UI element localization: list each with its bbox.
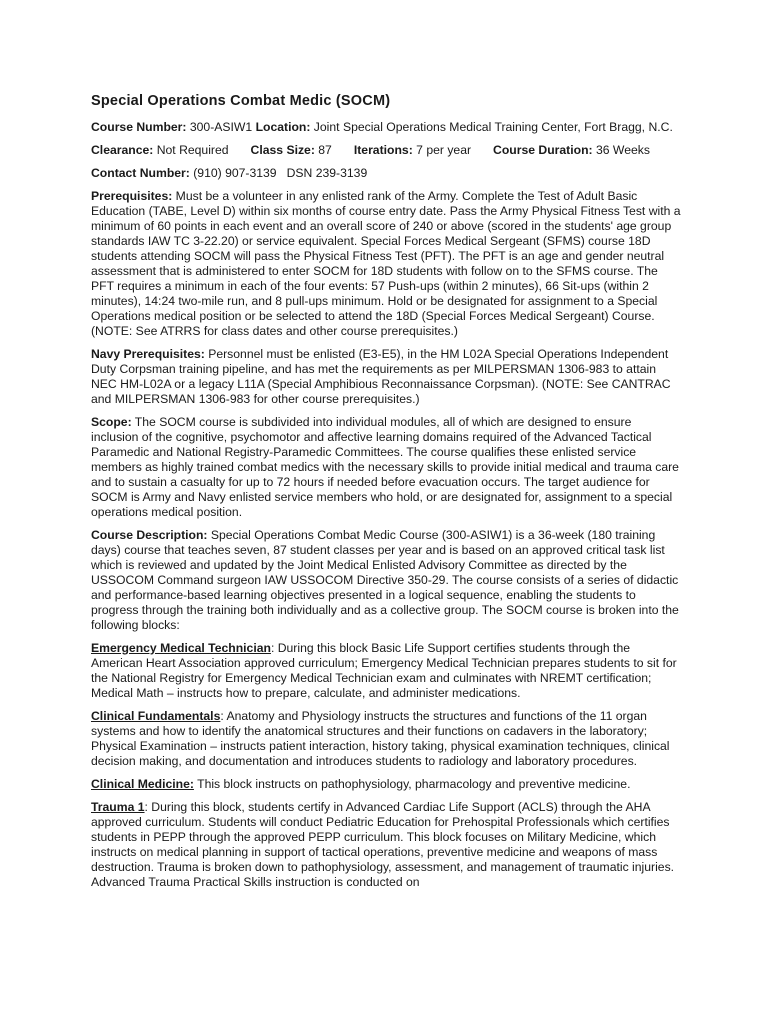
location-value: Joint Special Operations Medical Training Center, Fort Bragg, N.C. bbox=[310, 120, 673, 134]
clinical-medicine-label: Clinical Medicine: bbox=[91, 777, 194, 791]
iterations-value: 7 per year bbox=[412, 143, 472, 157]
navy-prerequisites-label: Navy Prerequisites: bbox=[91, 347, 205, 361]
trauma-1-paragraph bbox=[91, 800, 681, 890]
dsn-value: DSN 239-3139 bbox=[286, 166, 368, 180]
clinical-fundamentals-label: Clinical Fundamentals bbox=[91, 709, 221, 723]
navy-prerequisites-paragraph bbox=[91, 347, 681, 407]
course-number-value: 300-ASIW1 bbox=[186, 120, 256, 134]
clinical-fundamentals-text: : Anatomy and Physiology instructs the structures and functions of the 11 organ systems and how to identify the anatomical structures and their functions on cadavers in the laboratory; Physical Examination – instructs patient interaction, history taking, physical examination techniques, clinical decision making, and documentation and introduces students to radiology and laboratory procedures. bbox=[91, 709, 670, 768]
clearance-label: Clearance: bbox=[91, 143, 154, 157]
clinical-medicine-text: This block instructs on pathophysiology, pharmacology and preventive medicine. bbox=[193, 777, 631, 791]
iterations-label: Iterations: bbox=[353, 143, 413, 157]
contact-value: (910) 907-3139 bbox=[189, 166, 277, 180]
clinical-fundamentals-paragraph bbox=[91, 709, 681, 769]
course-description-text: Special Operations Combat Medic Course (300-ASIW1) is a 36-week (180 training days) course that teaches seven, 87 student classes per year and is based on an approved critical task list which is reviewed and updated by the Joint Medical Enlisted Advisory Committee as directed by the USSOCOM Command surgeon IAW USSOCOM Directive 350-29. The course consists of a series of didactic and performance-based learning objectives presented in a logical sequence, enabling the students to progress through the training both individually and as a collective group. The SOCM course is broken into the following blocks: bbox=[91, 528, 679, 632]
duration-label: Course Duration: bbox=[493, 143, 593, 157]
trauma-1-text: : During this block, students certify in Advanced Cardiac Life Support (ACLS) through the AHA approved curriculum. Students will conduct Pediatric Education for Prehospital Professionals which certifies students in PEPP through the approved PEPP curriculum. This block focuses on Military Medicine, which instructs on medical planning in support of tactical operations, preventive medicine and weapons of mass destruction. Trauma is broken down to pathophysiology, assessment, and management of traumatic injuries. Advanced Trauma Practical Skills instruction is conducted on bbox=[91, 800, 675, 889]
course-location-line bbox=[91, 120, 681, 135]
duration-value: 36 Weeks bbox=[592, 143, 650, 157]
course-description-label: Course Description: bbox=[91, 528, 208, 542]
class-size-label: Class Size: bbox=[250, 143, 315, 157]
scope-text: The SOCM course is subdivided into individual modules, all of which are designed to ensure inclusion of the cognitive, psychomotor and affective learning domains required of the Advanced Tactical Paramedic and National Registry-Paramedic Committees. The course qualifies these enlisted service members as highly trained combat medics with the necessary skills to provide initial medical and trauma care and to sustain a casualty for up to 72 hours if needed before evacuation occurs. The target audience for SOCM is Army and Navy enlisted service members who hold, or are designated for, assignment to a special operations medical position. bbox=[91, 415, 679, 519]
clearance-value: Not Required bbox=[153, 143, 229, 157]
trauma-1-label: Trauma 1 bbox=[91, 800, 145, 814]
document-page bbox=[91, 92, 681, 898]
contact-label: Contact Number: bbox=[91, 166, 190, 180]
navy-prerequisites-text: Personnel must be enlisted (E3-E5), in the HM L02A Special Operations Independent Duty Corpsman training pipeline, and has met the requirements as per MILPERSMAN 1306-983 to attain NEC HM-L02A or a legacy L11A (Special Amphibious Reconnaissance Corpsman). (NOTE: See CANTRAC and MILPERSMAN 1306-983 for other course prerequisites.) bbox=[91, 347, 671, 406]
location-label: Location: bbox=[255, 120, 311, 134]
emt-block-label: Emergency Medical Technician bbox=[91, 641, 271, 655]
prerequisites-paragraph bbox=[91, 189, 681, 339]
clinical-medicine-paragraph bbox=[91, 777, 681, 792]
prerequisites-text: Must be a volunteer in any enlisted rank of the Army. Complete the Test of Adult Basic Education (TABE, Level D) within six months of course entry date. Pass the Army Physical Fitness Test with a minimum of 60 points in each event and an overall score of 240 or above (scored in the students' age group standards IAW TC 3-22.20) or service equivalent. Special Forces Medical Sergeant (SFMS) course 18D students attending SOCM will pass the Physical Fitness Test (PFT). The PFT is an age and gender neutral assessment that is administered to enter SOCM for 18D students with follow on to the SFMS course. The PFT requires a minimum in each of the four events: 57 Push-ups (within 2 minutes), 66 Sit-ups (within 2 minutes), 14:24 two-mile run, and 8 pull-ups minimum. Hold or be designated for assignment to a Special Operations medical position or be selected to attend the 18D (Special Forces Medical Sergeant) Course. (NOTE: See ATRRS for class dates and other course prerequisites.) bbox=[91, 189, 681, 338]
class-size-value: 87 bbox=[314, 143, 332, 157]
contact-line bbox=[91, 166, 681, 181]
page-title: Special Operations Combat Medic (SOCM) bbox=[91, 93, 391, 109]
course-details-line bbox=[91, 143, 681, 158]
prerequisites-label: Prerequisites: bbox=[91, 189, 173, 203]
scope-paragraph bbox=[91, 415, 681, 520]
course-number-label: Course Number: bbox=[91, 120, 187, 134]
course-description-paragraph bbox=[91, 528, 681, 633]
emt-block-paragraph bbox=[91, 641, 681, 701]
emt-block-text: : During this block Basic Life Support certifies students through the American Heart Association approved curriculum; Emergency Medical Technician prepares students to sit for the National Registry for Emergency Medical Technician exam and culminates with NREMT certification; Medical Math – instructs how to prepare, calculate, and administer medications. bbox=[91, 641, 677, 700]
scope-label: Scope: bbox=[91, 415, 132, 429]
